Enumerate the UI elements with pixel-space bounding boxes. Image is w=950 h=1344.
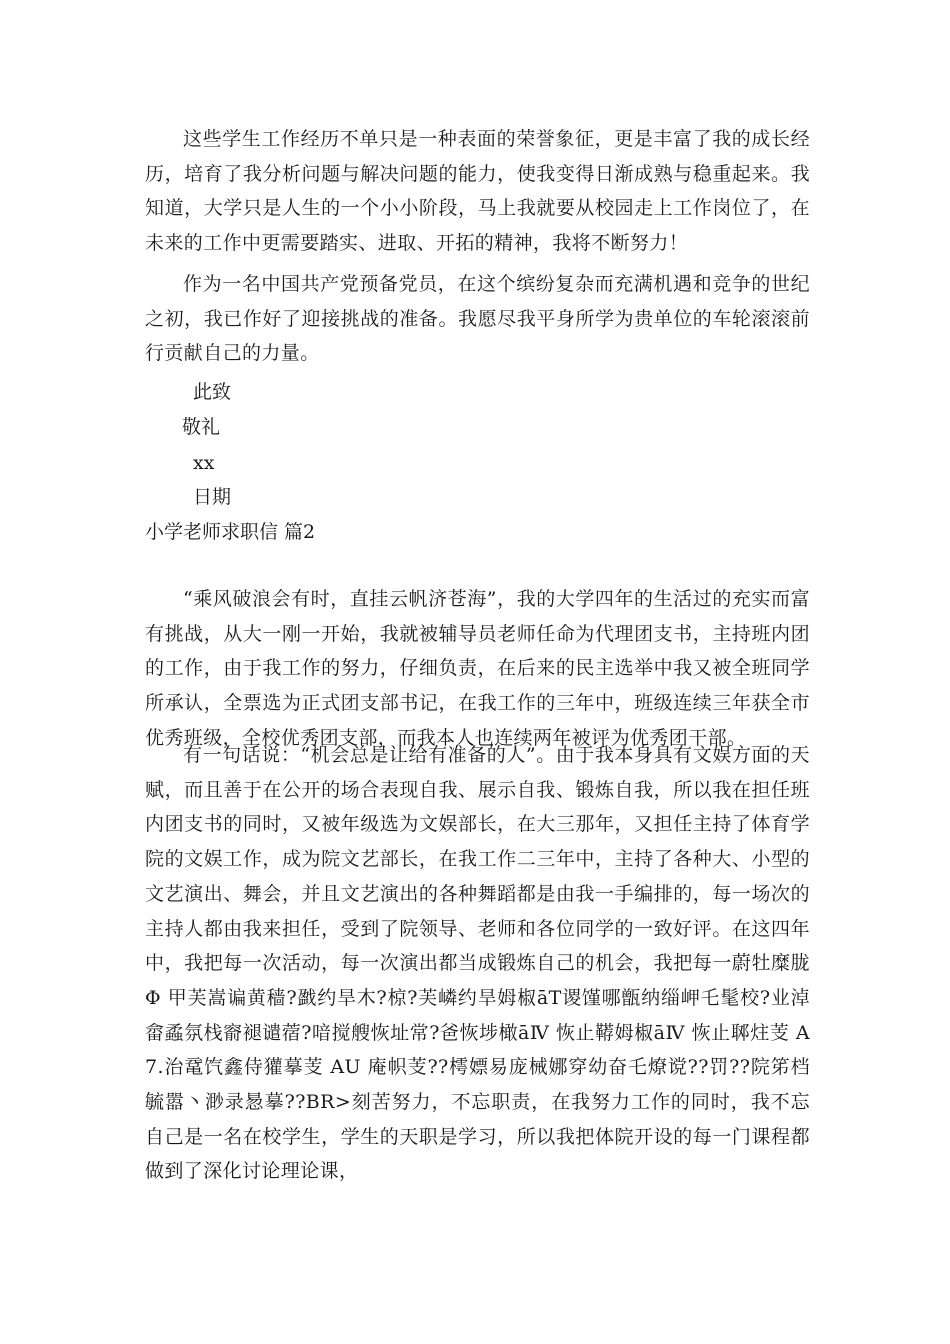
signature-date: 日期 bbox=[193, 486, 232, 508]
closing-salutation: 此致 bbox=[193, 381, 232, 403]
section-title: 小学老师求职信 篇2 bbox=[145, 521, 316, 543]
closing-regards: 敬礼 bbox=[182, 416, 221, 438]
body-paragraph: 有一句话说：“机会总是让给有准备的人”。由于我本身具有文娱方面的天赋，而且善于在公开的场合表现自我、展示自我、锻炼自我，所以我在担任班内团支书的同时，又被年级选为文娱部长，在大三那年，又担任主持了体育学院的文娱工作，成为院文艺部长，在我工作二三年中，主持了各种大、小型的文艺演出、舞会，并且文艺演出的各种舞蹈都是由我一手编排的，每一场次的主持人都由我来担任，受到了院领导、老师和各位同学的一致好评。在这四年中，我把每一次活动，每一次演出都当成锻炼自己的机会，我把每一蔚牡糜胧 Φ 甲芙嵩谝黄穑?戤约旱木?椋?芙嶙约旱姆椒āT谡馑哪甑纳缁岬乇髦校?业淖畲蟊氛栈窬褪谴蓿?喑搅艘恢址常?爸恢埗橄āⅣ 恢止鞯姆椒āⅣ 恢止郰炷芰 A 7.治鼋饩鑫侍獾摹芰 AU 庵帜芰??樗嫖易庞械娜穿幼奋乇燎谠??罚??院笫档毓嚣丶渺录惖摹??BR>刻苦努力，不忘职责，在我努力工作的同时，我不忘自己是一名在校学生，学生的天职是学习，所以我把体院开设的每一门课程都做到了深化讨论理论课， bbox=[145, 744, 810, 1183]
body-paragraph: 这些学生工作经历不单只是一种表面的荣誉象征，更是丰富了我的成长经历，培育了我分析问题与解决问题的能力，使我变得日渐成熟与稳重起来。我知道，大学只是人生的一个小小阶段，马上我就要从校园走上工作岗位了，在未来的工作中更需要踏实、进取、开拓的精神，我将不断努力！ bbox=[145, 128, 810, 255]
signature-name: xx bbox=[193, 452, 215, 474]
body-paragraph: 作为一名中国共产党预备党员，在这个缤纷复杂而充满机遇和竞争的世纪之初，我已作好了迎接挑战的准备。我愿尽我平身所学为贵单位的车轮滚滚前行贡献自己的力量。 bbox=[145, 273, 810, 365]
body-paragraph: “乘风破浪会有时，直挂云帆济苍海”，我的大学四年的生活过的充实而富有挑战，从大一刚一开始，我就被辅导员老师任命为代理团支书，主持班内团的工作，由于我工作的努力，仔细负责，在后来的民主选举中我又被全班同学所承认，全票选为正式团支部书记，在我工作的三年中，班级连续三年获全市优秀班级，全校优秀团支部，而我本人也连续两年被评为优秀团干部。 bbox=[145, 588, 810, 749]
